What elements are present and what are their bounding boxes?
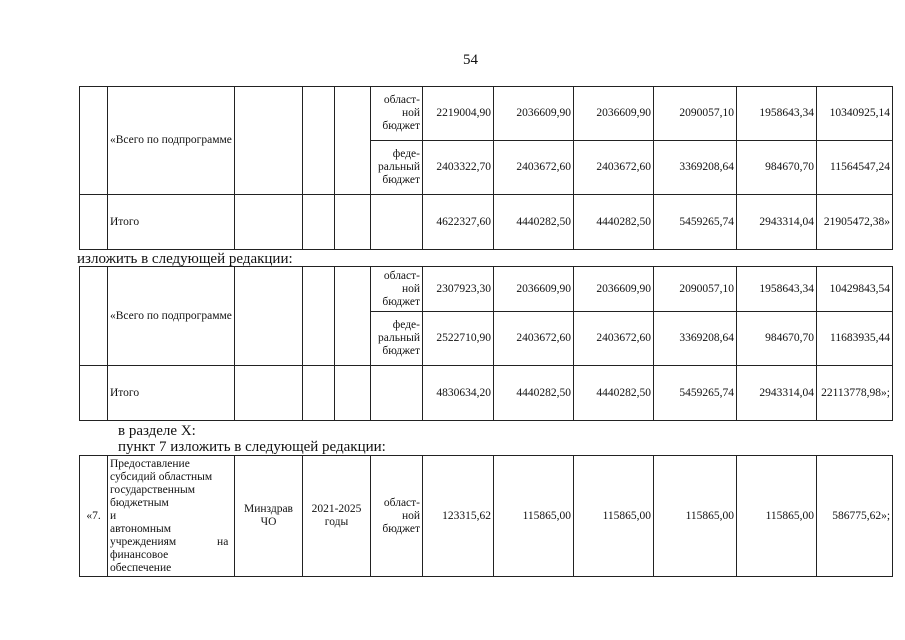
- description-line: бюджетным и: [110, 496, 169, 522]
- item-description: [108, 456, 235, 577]
- cell-empty: [235, 195, 303, 250]
- federal-value: 984670,70: [737, 141, 817, 195]
- total-label: Итого: [108, 195, 235, 250]
- description-line: Предоставление: [110, 457, 190, 470]
- page-number: 54: [463, 52, 478, 68]
- regional-value: 10429843,54: [817, 267, 893, 312]
- total-value: 21905472,38»: [817, 195, 893, 250]
- regional-value: 1958643,34: [737, 267, 817, 312]
- cell-empty: [80, 87, 108, 195]
- budget-value: 115865,00: [654, 456, 737, 577]
- federal-value: 11564547,24: [817, 141, 893, 195]
- item-instruction-text: пункт 7 изложить в следующей редакции:: [118, 439, 386, 455]
- cell-empty: [235, 366, 303, 421]
- cell-empty: [303, 87, 335, 195]
- budget-value: 586775,62»;: [817, 456, 893, 577]
- regional-budget-label: област-ной бюджет: [371, 87, 423, 141]
- total-value: 4440282,50: [494, 195, 574, 250]
- cell-empty: [371, 195, 423, 250]
- total-value: 4830634,20: [423, 366, 494, 421]
- item-7-table: [79, 455, 893, 577]
- cell-empty: [235, 267, 303, 366]
- cell-empty: [80, 195, 108, 250]
- description-line: учреждениям на: [110, 535, 229, 548]
- subprogram-total-label: «Всего по подпрограмме: [108, 87, 235, 195]
- description-line: автономным: [110, 522, 171, 535]
- total-label: Итого: [108, 366, 235, 421]
- federal-value: 3369208,64: [654, 141, 737, 195]
- total-value: 4622327,60: [423, 195, 494, 250]
- total-value: 2943314,04: [737, 195, 817, 250]
- regional-value: 2219004,90: [423, 87, 494, 141]
- description-line: финансовое: [110, 548, 169, 561]
- budget-label: област-ной бюджет: [371, 456, 423, 577]
- total-value: 22113778,98»;: [817, 366, 893, 421]
- regional-budget-label: област-ной бюджет: [371, 267, 423, 312]
- total-value: 5459265,74: [654, 366, 737, 421]
- federal-value: 3369208,64: [654, 312, 737, 366]
- budget-value: 115865,00: [574, 456, 654, 577]
- federal-value: 984670,70: [737, 312, 817, 366]
- cell-empty: [235, 87, 303, 195]
- federal-value: 2403672,60: [494, 312, 574, 366]
- federal-budget-label: феде-ральный бюджет: [371, 141, 423, 195]
- item-number: «7.: [80, 456, 108, 577]
- total-value: 4440282,50: [494, 366, 574, 421]
- regional-value: 2036609,90: [574, 267, 654, 312]
- federal-value: 11683935,44: [817, 312, 893, 366]
- budget-value: 115865,00: [737, 456, 817, 577]
- budget-table-old: [79, 86, 893, 250]
- description-line: государственным: [110, 483, 196, 496]
- subprogram-total-label: «Всего по подпрограмме: [108, 267, 235, 366]
- executor-cell: Минздрав ЧО: [235, 456, 303, 577]
- edit-instruction-text: изложить в следующей редакции:: [77, 251, 293, 267]
- regional-value: 2036609,90: [494, 267, 574, 312]
- cell-empty: [80, 366, 108, 421]
- federal-value: 2522710,90: [423, 312, 494, 366]
- cell-empty: [303, 195, 335, 250]
- regional-value: 2307923,30: [423, 267, 494, 312]
- cell-empty: [371, 366, 423, 421]
- total-value: 5459265,74: [654, 195, 737, 250]
- cell-empty: [303, 267, 335, 366]
- federal-value: 2403672,60: [574, 141, 654, 195]
- total-value: 4440282,50: [574, 195, 654, 250]
- description-line: обеспечение: [110, 561, 172, 574]
- budget-table-new: [79, 266, 893, 421]
- federal-value: 2403672,60: [494, 141, 574, 195]
- regional-value: 10340925,14: [817, 87, 893, 141]
- regional-value: 2036609,90: [574, 87, 654, 141]
- regional-value: 1958643,34: [737, 87, 817, 141]
- budget-value: 123315,62: [423, 456, 494, 577]
- regional-value: 2090057,10: [654, 87, 737, 141]
- total-value: 4440282,50: [574, 366, 654, 421]
- regional-value: 2090057,10: [654, 267, 737, 312]
- total-value: 2943314,04: [737, 366, 817, 421]
- cell-empty: [335, 366, 371, 421]
- federal-value: 2403672,60: [574, 312, 654, 366]
- cell-empty: [335, 267, 371, 366]
- section-text: в разделе X:: [118, 423, 196, 439]
- cell-empty: [303, 366, 335, 421]
- regional-value: 2036609,90: [494, 87, 574, 141]
- cell-empty: [335, 87, 371, 195]
- federal-value: 2403322,70: [423, 141, 494, 195]
- description-line: субсидий областным: [110, 470, 213, 483]
- budget-value: 115865,00: [494, 456, 574, 577]
- cell-empty: [80, 267, 108, 366]
- years-cell: 2021-2025 годы: [303, 456, 371, 577]
- cell-empty: [335, 195, 371, 250]
- federal-budget-label: феде-ральный бюджет: [371, 312, 423, 366]
